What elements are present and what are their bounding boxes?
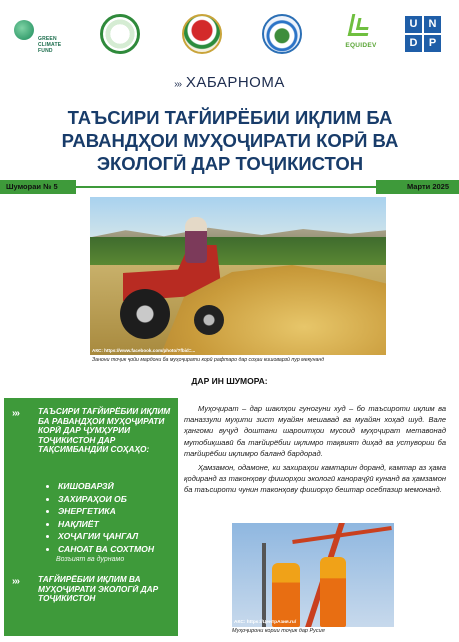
green-climate-fund-logo <box>14 20 74 60</box>
chevron-right-icon: ››› <box>174 79 182 90</box>
page-title: ТАЪСИРИ ТАҒЙИРЁБИИ ИҚЛИМ БА РАВАНДҲОИ МУҲОҶИРАТИ КОРӢ ВА ЭКОЛОГӢ ДАР ТОҶИКИСТОН <box>61 107 399 174</box>
migration-agency-seal-icon <box>262 14 302 54</box>
harvest-photo <box>90 197 386 355</box>
issue-divider <box>76 186 376 188</box>
intro-paragraph-1: Муҳоҷират – дар шаклҳои гуногуни худ – бо таъсироти иқлим ва таназзули муҳити зист муайян мешавад ва муайян хоҳад шуд. Вале ҳангоми вуҷуд доштани шароитҳои мусоид муҳоҷират метавонад мутобиқшавӣ ба тағйирёбии иқлимро тақвият диҳад ва устувории ба тағйирёбии иқлимро баланд бардорад. <box>184 404 446 458</box>
partner-logos <box>0 0 459 72</box>
environment-committee-seal-icon <box>100 14 140 54</box>
list-item: • КИШОВАРЗӢ <box>58 480 172 493</box>
equidev-text: EQUIDEV <box>345 42 377 49</box>
tractor-front-wheel <box>194 305 224 335</box>
intro-text <box>184 403 446 499</box>
gcf-text-line3: FUND <box>38 48 53 54</box>
issue-bar <box>0 180 459 194</box>
gcf-circle-icon <box>14 20 34 40</box>
sector-list <box>48 480 172 556</box>
undp-letter-n: N <box>424 16 441 33</box>
woman-driver-shape <box>185 217 207 263</box>
tajikistan-emblem-icon <box>182 14 222 54</box>
undp-logo <box>405 16 441 64</box>
list-item: • ЗАХИРАҲОИ ОБ <box>58 493 172 506</box>
photo1-caption: Занони тоҷик ҷойи мардони ба муҳоҷирати корӣ рафтаро дар соҳаи кишоварзӣ пур мекунанд <box>92 357 325 363</box>
toc-note: Возъият ва дурнамо <box>56 556 125 563</box>
equidev-mark-icon <box>348 14 373 36</box>
toc-sidebar <box>4 398 178 636</box>
photo2-caption: Муҳоҷирони кории тоҷик дар Русия <box>232 628 325 634</box>
worker-shape <box>320 557 346 627</box>
undp-letter-d: D <box>405 35 422 52</box>
newsletter-kicker <box>174 74 285 91</box>
newsletter-header <box>0 74 459 92</box>
issue-date: Марти 2025 <box>376 180 459 194</box>
intro-paragraph-2: Ҳамзамон, одамоне, ки захираҳои камтарин доранд, камтар аз ҳама қодиранд аз таконҳову фишорҳои экологӣ канораҷӯӣ кунанд ва ҳамзамон ба таъсироти чунин таконҳову фишорҳо бештар осебпазир мемонанд. <box>184 463 446 495</box>
photo1-credit: АКС: https://www.facebook.com/photo/?fbid=... <box>92 348 196 353</box>
list-item: • ХОҶАГИИ ҶАНГАЛ <box>58 530 172 543</box>
gcf-text-line1: GREEN <box>38 36 57 42</box>
undp-letter-u: U <box>405 16 422 33</box>
issue-number: Шумораи № 5 <box>0 180 76 194</box>
toc-item-climate-sectors[interactable]: ТАЪСИРИ ТАҒЙИРЁБИИ ИҚЛИМ БА РАВАНДҲОИ МУҲОҶИРАТИ КОРӢ ДАР ҶУМҲУРИИ ТОҶИКИСТОН ДАР ТАҚСИМБАНДИИ СОҲАҲО: <box>38 406 171 455</box>
toc-arrow-icon: ››› <box>12 408 19 419</box>
kicker-text: ХАБАРНОМА <box>185 74 285 91</box>
migrant-workers-photo <box>232 523 394 627</box>
equidev-logo <box>338 14 384 56</box>
photo2-credit: АКС: https://ЦентрАзия.ru/ <box>234 620 297 625</box>
undp-letter-p: P <box>424 35 441 52</box>
tractor-rear-wheel <box>120 289 170 339</box>
gcf-text-line2: CLIMATE <box>38 42 62 48</box>
list-item: • ЭНЕРГЕТИКА <box>58 505 172 518</box>
list-item: • НАҚЛИЁТ <box>58 518 172 531</box>
toc-heading: ДАР ИН ШУМОРА: <box>191 376 268 386</box>
worker-shape <box>272 563 300 627</box>
toc-arrow-icon-2: ››› <box>12 576 19 587</box>
list-item: • САНОАТ ВА СОХТМОН <box>58 543 172 556</box>
toc-item-environmental-migration[interactable]: ТАҒЙИРЁБИИ ИҚЛИМ ВА МУҲОҶИРАТИ ЭКОЛОГӢ ДАР ТОҶИКИСТОН <box>38 574 159 604</box>
